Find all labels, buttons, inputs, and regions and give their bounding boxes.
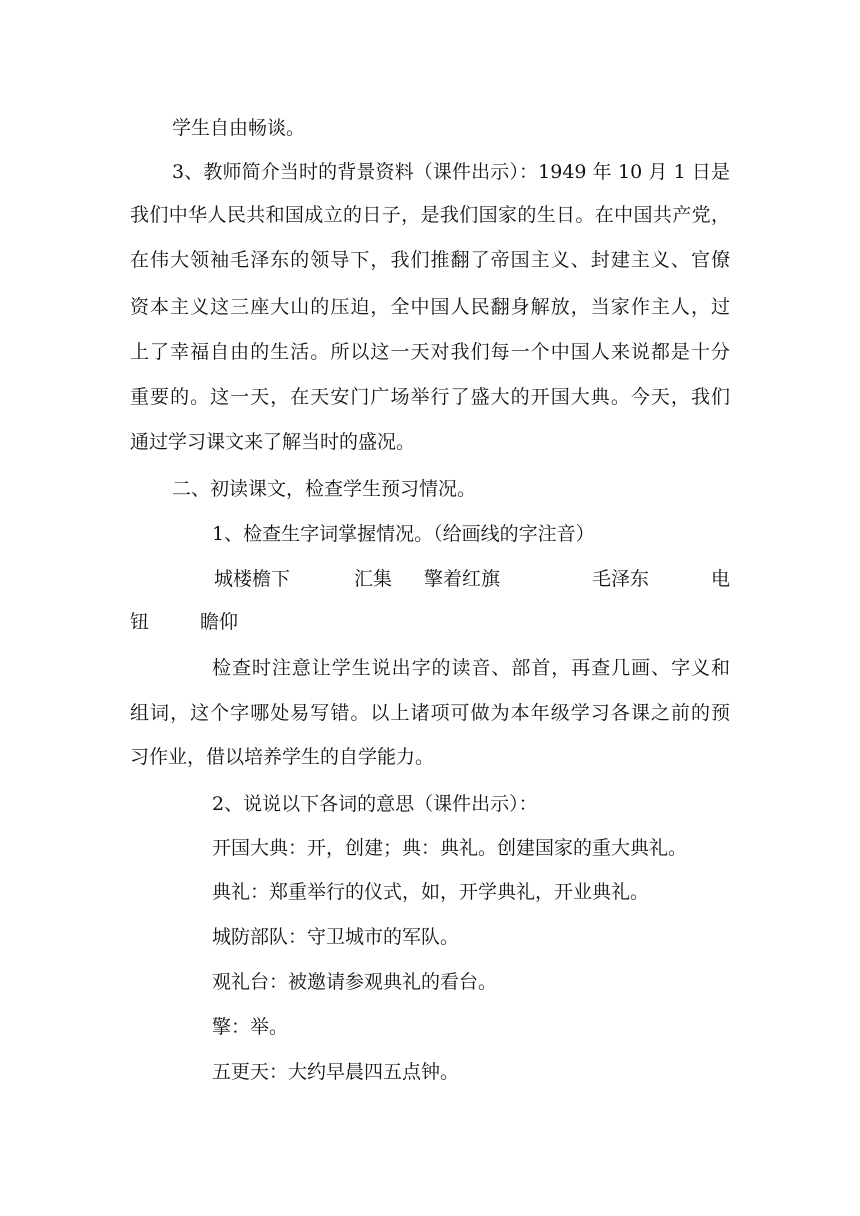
definition-line: 典礼：郑重举行的仪式，如，开学典礼，开业典礼。 (212, 881, 650, 903)
vocab-word: 城楼檐下 (214, 568, 291, 590)
definition-line: 城防部队：守卫城市的军队。 (212, 926, 460, 948)
paragraph-line: 上了幸福自由的生活。所以这一天对我们每一个中国人来说都是十分 (130, 341, 730, 363)
subsection-heading: 1、检查生字词掌握情况。（给画线的字注音） (212, 523, 595, 545)
paragraph-line: 资本主义这三座大山的压迫，全中国人民翻身解放，当家作主人，过 (130, 296, 730, 318)
definition-line: 开国大典：开，创建；典：典礼。创建国家的重大典礼。 (212, 837, 688, 859)
definition-line: 观礼台：被邀请参观典礼的看台。 (212, 971, 498, 993)
vocab-word: 擎着红旗 (424, 568, 501, 590)
paragraph-line: 3、教师简介当时的背景资料（课件出示）：1949 年 10 月 1 日是 (172, 161, 730, 183)
section-heading: 二、初读课文，检查学生预习情况。 (172, 478, 477, 500)
vocab-word: 汇集 (354, 568, 393, 590)
subsection-heading: 2、说说以下各词的意思（课件出示）： (212, 793, 538, 815)
vocab-word: 电 (711, 568, 731, 590)
definition-line: 擎：举。 (212, 1016, 289, 1038)
paragraph-line: 我们中华人民共和国成立的日子，是我们国家的生日。在中国共产党， (130, 204, 730, 226)
paragraph-line: 学生自由畅谈。 (172, 117, 306, 139)
paragraph-line: 重要的。这一天，在天安门广场举行了盛大的开国大典。今天，我们 (130, 386, 730, 408)
vocab-word: 毛泽东 (592, 568, 650, 590)
paragraph-line: 检查时注意让学生说出字的读音、部首，再查几画、字义和 (212, 657, 730, 679)
vocab-word: 钮 (130, 611, 150, 633)
paragraph-line: 在伟大领袖毛泽东的领导下，我们推翻了帝国主义、封建主义、官僚 (130, 249, 730, 271)
paragraph-line: 习作业，借以培养学生的自学能力。 (130, 746, 435, 768)
paragraph-line: 通过学习课文来了解当时的盛况。 (130, 431, 416, 453)
vocab-word: 瞻仰 (200, 611, 239, 633)
definition-line: 五更天：大约早晨四五点钟。 (212, 1061, 460, 1083)
paragraph-line: 组词，这个字哪处易写错。以上诸项可做为本年级学习各课之前的预 (130, 702, 730, 724)
